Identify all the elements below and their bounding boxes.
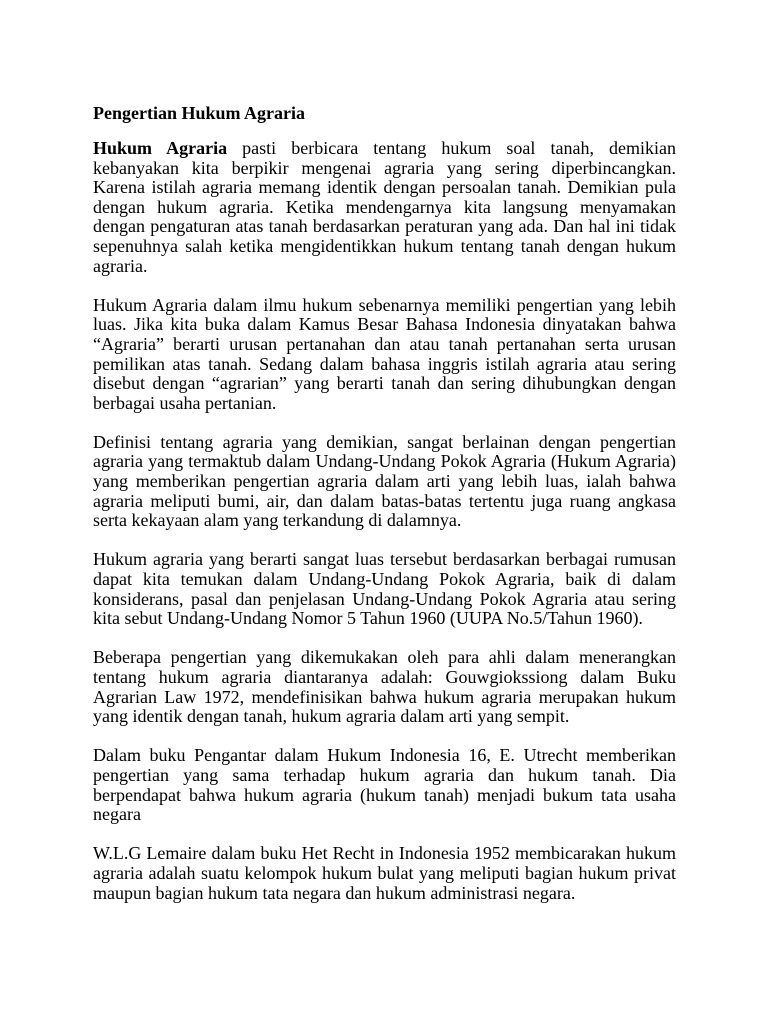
- paragraph-line: Dalam buku Pengantar dalam Hukum Indonesia 16, E. Utrecht memberikan: [93, 745, 676, 766]
- paragraph-line: yang identik dengan tanah, hukum agraria dalam arti yang sempit.: [93, 706, 570, 727]
- paragraph-line: [93, 139, 676, 159]
- paragraph-line: negara: [93, 804, 141, 825]
- paragraph-6: [93, 746, 676, 824]
- paragraph-line: berbagai usaha pertanian.: [93, 392, 277, 413]
- document-page: [93, 104, 676, 923]
- paragraph-line: pemilikan atas tanah. Sedang dalam bahasa inggris istilah agraria atau sering: [93, 353, 676, 374]
- document-title: Pengertian Hukum Agraria: [93, 103, 305, 123]
- paragraph-line: kita sebut Undang-Undang Nomor 5 Tahun 1960 (UUPA No.5/Tahun 1960).: [93, 608, 643, 629]
- line-text: pasti berbicara tentang hukum soal tanah, demikian: [242, 137, 676, 158]
- paragraph-line: W.L.G Lemaire dalam buku Het Recht in Indonesia 1952 membicarakan hukum: [93, 843, 676, 864]
- paragraph-line: Definisi tentang agraria yang demikian, sangat berlainan dengan pengertian: [93, 431, 676, 452]
- paragraph-line: maupun bagian hukum tata negara dan hukum administrasi negara.: [93, 882, 576, 903]
- paragraph-line: agraria adalah suatu kelompok hukum bulat yang meliputi bagian hukum privat: [93, 862, 676, 883]
- paragraph-line: disebut dengan “agrarian” yang berarti tanah dan sering dihubungkan dengan: [93, 373, 676, 394]
- bold-term: Hukum Agraria: [93, 137, 228, 158]
- paragraph-line: Hukum agraria yang berarti sangat luas tersebut berdasarkan berbagai rumusan: [93, 549, 676, 570]
- paragraph-line: tentang hukum agraria diantaranya adalah: Gouwgiokssiong dalam Buku: [93, 667, 676, 688]
- paragraph-line: Hukum Agraria dalam ilmu hukum sebenarnya memiliki pengertian yang lebih: [93, 294, 676, 315]
- paragraph-5: [93, 648, 676, 726]
- paragraph-line: “Agraria” berarti urusan pertanahan dan atau tanah pertanahan serta urusan: [93, 333, 676, 354]
- paragraph-line: Agrarian Law 1972, mendefinisikan bahwa hukum agraria merupakan hukum: [93, 686, 676, 707]
- paragraph-line: pengertian yang sama terhadap hukum agraria dan hukum tanah. Dia: [93, 764, 676, 785]
- paragraph-line: dengan pengaturan atas tanah berdasarkan peraturan yang ada. Dan hal ini tidak: [93, 216, 676, 237]
- paragraph-line: agraria yang termaktub dalam Undang-Undang Pokok Agraria (Hukum Agraria): [93, 451, 676, 472]
- paragraph-line: sepenuhnya salah ketika mengidentikkan hukum tentang tanah dengan hukum: [93, 235, 676, 256]
- paragraph-line: luas. Jika kita buka dalam Kamus Besar Bahasa Indonesia dinyatakan bahwa: [93, 314, 676, 335]
- paragraph-line: berpendapat bahwa hukum agraria (hukum tanah) menjadi bukum tata usaha: [93, 784, 676, 805]
- paragraph-line: agraria.: [93, 255, 148, 276]
- paragraph-line: agraria meliputi bumi, air, dan dalam batas-batas tertentu juga ruang angkasa: [93, 490, 676, 511]
- paragraph-line: Karena istilah agraria memang identik dengan persoalan tanah. Demikian pula: [93, 177, 676, 198]
- paragraph-2: [93, 296, 676, 414]
- paragraph-line: serta kekayaan alam yang terkandung di dalamnya.: [93, 510, 462, 531]
- paragraph-3: [93, 433, 676, 531]
- paragraph-1: [93, 139, 676, 276]
- paragraph-line: dapat kita temukan dalam Undang-Undang Pokok Agraria, baik di dalam: [93, 569, 676, 590]
- paragraph-4: [93, 550, 676, 628]
- paragraph-line: konsiderans, pasal dan penjelasan Undang-Undang Pokok Agraria atau sering: [93, 588, 676, 609]
- paragraph-line: Beberapa pengertian yang dikemukakan oleh para ahli dalam menerangkan: [93, 647, 676, 668]
- paragraph-line: dengan hukum agraria. Ketika mendengarnya kita langsung menyamakan: [93, 196, 676, 217]
- paragraph-line: yang memberikan pengertian agraria dalam arti yang lebih luas, ialah bahwa: [93, 471, 676, 492]
- paragraph-7: [93, 844, 676, 903]
- paragraph-line: kebanyakan kita berpikir mengenai agraria yang sering diperbincangkan.: [93, 157, 676, 178]
